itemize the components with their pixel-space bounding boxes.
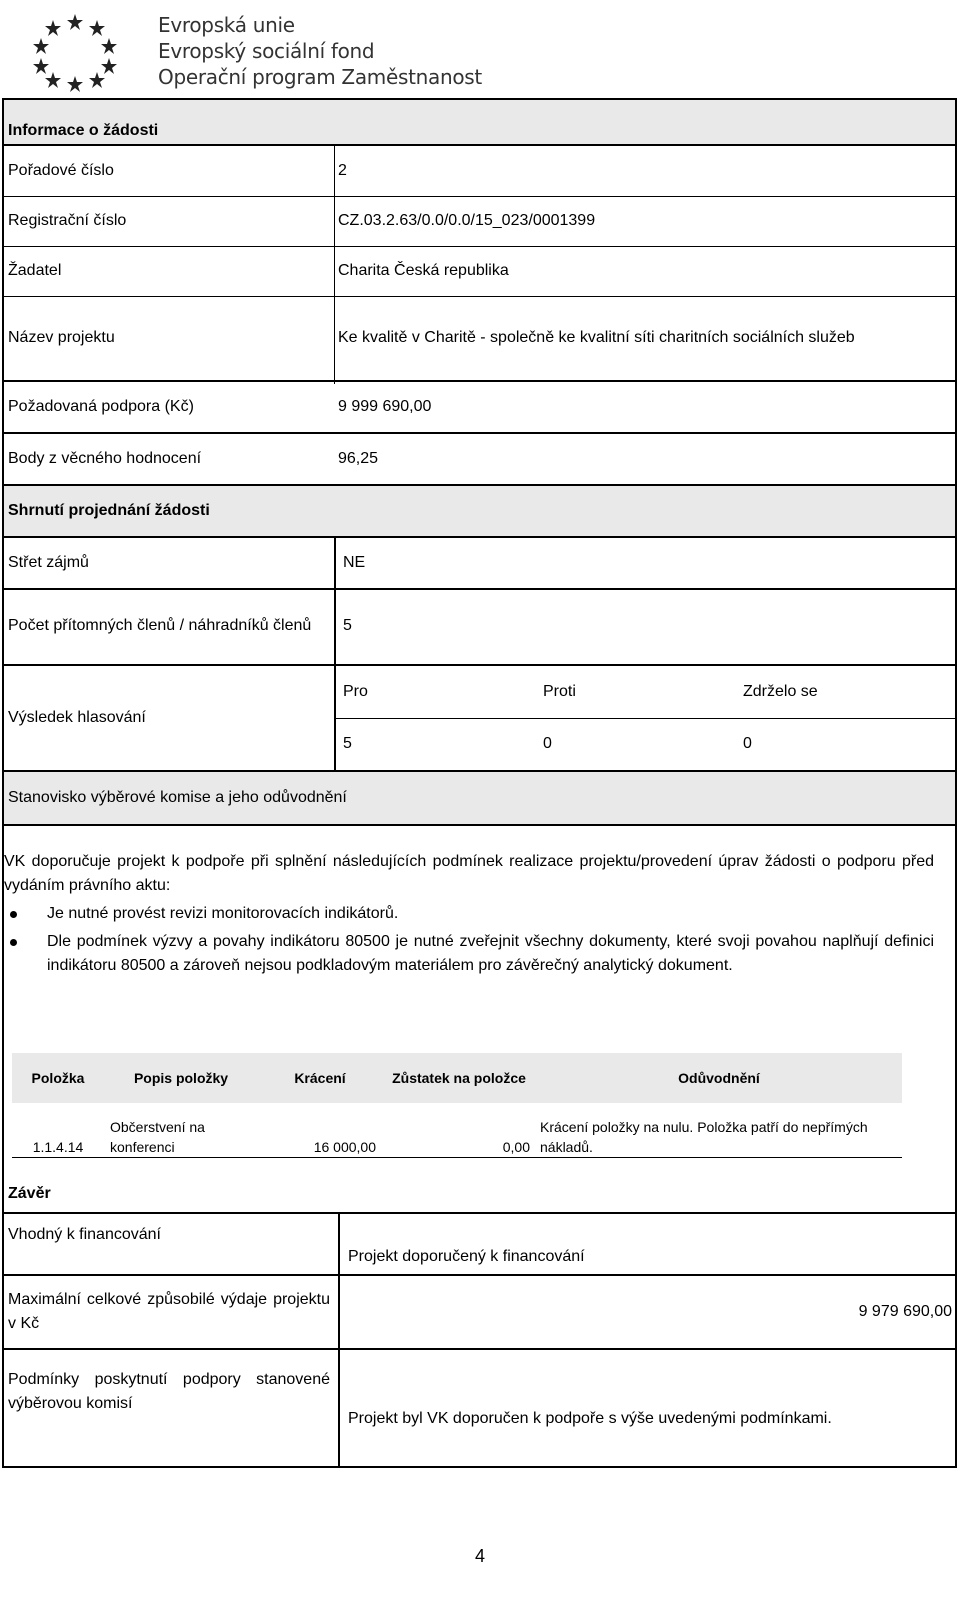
recommendation-intro: VK doporučuje projekt k podpoře při splnění následujících podmínek realizace projektu/provedení úprav žádosti o podporu před vydáním právního aktu:	[4, 853, 934, 894]
row-value-points: 96,25	[338, 450, 379, 467]
vote-value-abstain: 0	[743, 735, 752, 752]
vote-label: Výsledek hlasování	[8, 709, 146, 726]
opinion-label: Stanovisko výběrové komise a jeho odůvodnění	[4, 772, 955, 824]
vote-value-proti: 0	[543, 735, 552, 752]
items-cell-desc: Občerstvení na konferenci	[110, 1119, 205, 1155]
items-header-cut: Krácení	[258, 1053, 382, 1103]
items-cell-cut: 16 000,00	[313, 1139, 376, 1155]
vote-header-proti: Proti	[543, 683, 576, 700]
bullet-text: Je nutné provést revizi monitorovacích indikátorů.	[47, 905, 399, 922]
row-label-order: Pořadové číslo	[8, 162, 114, 179]
max-label: Maximální celkové způsobilé výdaje projektu v Kč	[8, 1291, 330, 1332]
conclusion-heading: Závěr	[8, 1185, 51, 1202]
items-header-desc: Popis položky	[104, 1053, 258, 1103]
row-value-reg: CZ.03.2.63/0.0/0.0/15_023/0001399	[338, 212, 596, 229]
summary-heading: Shrnutí projednání žádosti	[4, 486, 955, 536]
items-cell-remaining: 0,00	[502, 1139, 530, 1155]
row-value-order: 2	[338, 162, 347, 179]
row-value-applicant: Charita Česká republika	[338, 262, 509, 279]
conflict-value: NE	[343, 554, 366, 571]
items-header-reason: Odůvodnění	[536, 1053, 902, 1103]
row-label-reg: Registrační číslo	[8, 212, 127, 229]
vote-header-pro: Pro	[343, 683, 368, 700]
info-heading: Informace o žádosti	[4, 100, 955, 144]
row-value-support: 9 999 690,00	[338, 398, 432, 415]
logo-line-3: Operační program Zaměstnanost	[158, 65, 482, 89]
logo-line-2: Evropský sociální fond	[158, 39, 375, 63]
members-value: 5	[343, 617, 352, 634]
recommendation-list	[4, 902, 934, 978]
row-label-support: Požadovaná podpora (Kč)	[8, 398, 194, 415]
items-cell-reason: Krácení položky na nulu. Položka patří do nepřímých nákladů.	[540, 1119, 868, 1155]
bullet-icon	[10, 911, 17, 918]
recommendation-bullet	[4, 930, 934, 978]
page-number: 4	[474, 1546, 485, 1566]
conditions-value: Projekt byl VK doporučen k podpoře s výše uvedenými podmínkami.	[348, 1410, 832, 1427]
suitable-label: Vhodný k financování	[8, 1226, 161, 1243]
header-logo	[5, 4, 485, 98]
suitable-value: Projekt doporučený k financování	[348, 1248, 585, 1265]
recommendation-bullet	[4, 902, 934, 926]
logo-line-1: Evropská unie	[158, 13, 295, 37]
max-value: 9 979 690,00	[858, 1303, 952, 1320]
eu-text	[158, 12, 482, 90]
items-table	[12, 1053, 902, 1163]
row-label-project: Název projektu	[8, 329, 115, 346]
items-cell-item: 1.1.4.14	[32, 1139, 84, 1155]
members-label: Počet přítomných členů / náhradníků členů	[8, 617, 312, 634]
bullet-text: Dle podmínek výzvy a povahy indikátoru 80500 je nutné zveřejnit všechny dokumenty, které svoji povahou naplňují definici indikátoru 80500 a zároveň nejsou podkladovým materiálem pro závěrečný analytický dokument.	[47, 933, 934, 974]
recommendation	[4, 850, 934, 978]
conditions-label: Podmínky poskytnutí podpory stanovené výběrovou komisí	[8, 1371, 330, 1412]
eu-flag-icon	[5, 4, 145, 96]
items-header-remaining: Zůstatek na položce	[382, 1053, 536, 1103]
row-label-points: Body z věcného hodnocení	[8, 450, 202, 467]
conflict-label: Střet zájmů	[8, 554, 89, 571]
application-form	[2, 98, 957, 1468]
row-label-applicant: Žadatel	[8, 262, 62, 279]
items-header-item: Položka	[12, 1053, 104, 1103]
vote-value-pro: 5	[343, 735, 352, 752]
bullet-icon	[10, 939, 17, 946]
vote-header-abstain: Zdrželo se	[743, 683, 818, 700]
row-value-project: Ke kvalitě v Charitě - společně ke kvalitní síti charitních sociálních služeb	[338, 329, 855, 346]
